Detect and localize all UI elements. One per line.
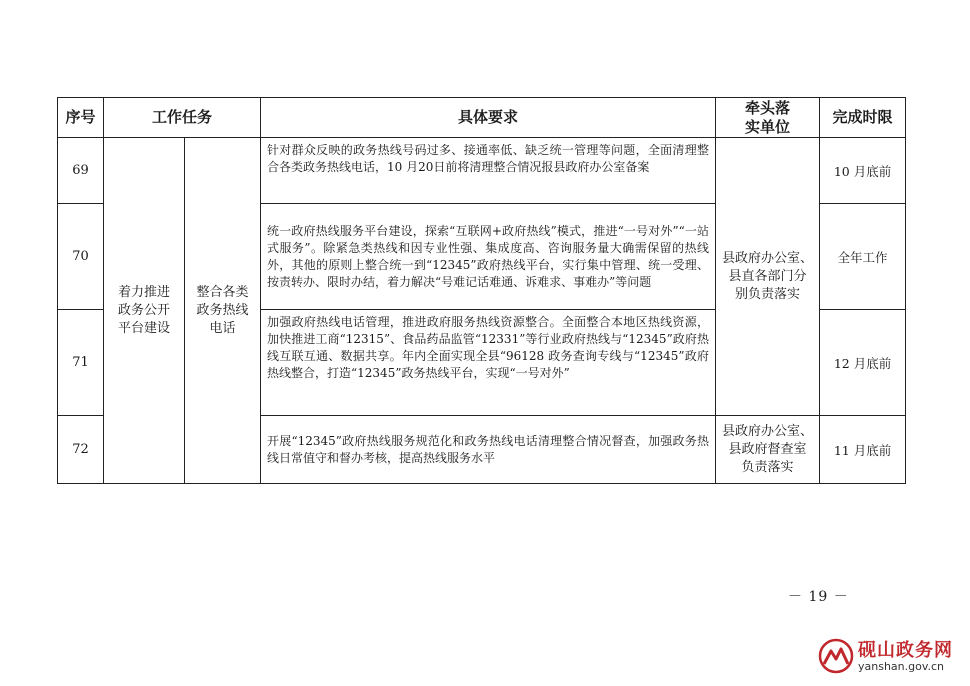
task-table (57, 97, 905, 483)
lead-unit-line: 县直各部门分 (728, 268, 807, 284)
lead-unit-line: 县政府督查室 (728, 441, 807, 457)
lead-unit-line: 负责落实 (741, 459, 794, 475)
deadline-cell: 10 月底前 (820, 138, 906, 204)
row-number: 72 (58, 416, 104, 484)
task-group-line: 平台建设 (117, 320, 170, 336)
header-requirement: 具体要求 (261, 98, 716, 138)
mountain-logo-icon (818, 638, 854, 674)
row-number: 69 (58, 138, 104, 204)
requirement-cell: 加强政府热线电话管理，推进政府服务热线资源整合。全面整合本地区热线资源，加快推进工商“12315”、食品药品监管“12331”等行业政府热线与“12345”政府热线互联互通、数据共享。年内全面实现全县“96128 政务查询专线与“12345”政府热线整合，打造“12345”政务热线平台，实现“一号对外” (261, 310, 716, 416)
requirement-cell: 统一政府热线服务平台建设，探索“互联网+政府热线”模式，推进“一号对外”“一站式服务”。除紧急类热线和因专业性强、集成度高、咨询服务量大确需保留的热线外，其他的原则上整合统一到“12345”政府热线平台，实行集中管理、统一受理、按责转办、限时办结，着力解决“号难记话难通、诉难求、事难办”等问题 (261, 204, 716, 310)
task-group-line: 政务公开 (117, 302, 170, 318)
table-header-row (58, 98, 906, 138)
header-lead-unit (716, 98, 820, 138)
watermark-name: 砚山政务网 (858, 640, 953, 661)
deadline-cell: 12 月底前 (820, 310, 906, 416)
requirement-cell: 针对群众反映的政务热线号码过多、接通率低、缺乏统一管理等问题，全面清理整合各类政务热线电话，10 月20日前将清理整合情况报县政府办公室备案 (261, 138, 716, 204)
watermark-url: yanshan.gov.cn (858, 660, 945, 673)
requirement-cell: 开展“12345”政府热线服务规范化和政务热线电话清理整合情况督查，加强政务热线日常值守和督办考核，提高热线服务水平 (261, 416, 716, 484)
header-no: 序号 (58, 98, 104, 138)
table-row (58, 138, 906, 204)
subtask-line: 政务热线 (196, 302, 249, 318)
task-group-line: 着力推进 (117, 284, 170, 300)
site-watermark (818, 634, 963, 680)
header-deadline: 完成时限 (820, 98, 906, 138)
row-number: 70 (58, 204, 104, 310)
page-number: － 19 － (788, 589, 849, 605)
header-lead-line1: 牵头落 (745, 98, 791, 117)
lead-unit-cell (716, 416, 820, 484)
deadline-cell: 11 月底前 (820, 416, 906, 484)
subtask-line: 电话 (209, 320, 236, 336)
lead-unit-cell (716, 138, 820, 416)
lead-unit-line: 县政府办公室、 (722, 423, 814, 439)
header-task: 工作任务 (104, 98, 261, 138)
task-group-cell (104, 138, 185, 484)
lead-unit-line: 县政府办公室、 (722, 250, 814, 266)
lead-unit-line: 别负责落实 (735, 286, 801, 302)
subtask-cell (185, 138, 261, 484)
row-number: 71 (58, 310, 104, 416)
deadline-cell: 全年工作 (820, 204, 906, 310)
header-lead-line2: 实单位 (745, 117, 791, 136)
subtask-line: 整合各类 (196, 284, 249, 300)
